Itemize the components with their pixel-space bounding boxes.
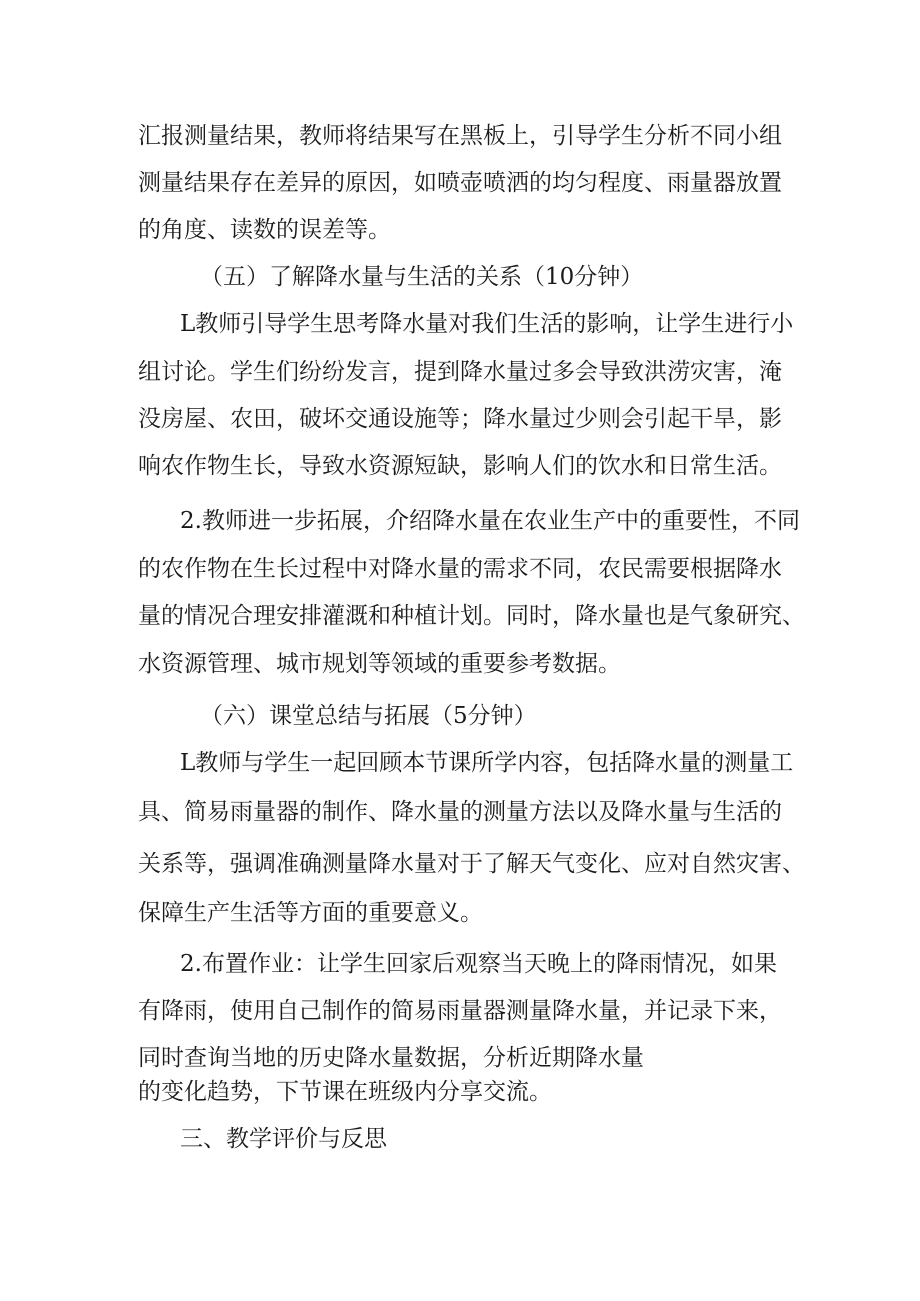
text-line: 2.布置作业：让学生回家后观察当天晚上的降雨情况，如果	[180, 951, 777, 977]
text-line: 组讨论。学生们纷纷发言，提到降水量过多会导致洪涝灾害，淹	[138, 359, 782, 385]
text-line: 2.教师进一步拓展，介绍降水量在农业生产中的重要性，不同	[180, 508, 800, 534]
text-line: 响农作物生长，导致水资源短缺，影响人们的饮水和日常生活。	[138, 453, 782, 479]
section-heading: （六）课堂总结与拓展（5分钟）	[200, 703, 537, 729]
text-line: 测量结果存在差异的原因，如喷壶喷洒的均匀程度、雨量器放置	[138, 170, 782, 196]
text-line: 汇报测量结果，教师将结果写在黑板上，引导学生分析不同小组	[138, 123, 782, 149]
text-line: L教师引导学生思考降水量对我们生活的影响，让学生进行小	[180, 311, 794, 337]
text-line: 具、简易雨量器的制作、降水量的测量方法以及降水量与生活的	[138, 799, 782, 825]
text-line: 关系等，强调准确测量降水量对于了解天气变化、应对自然灾害、	[138, 851, 805, 877]
text-line: 有降雨，使用自己制作的简易雨量器测量降水量，并记录下来，	[138, 998, 782, 1024]
text-line: 量的情况合理安排灌溉和种植计划。同时，降水量也是气象研究、	[138, 603, 805, 629]
text-line: 水资源管理、城市规划等领域的重要参考数据。	[138, 651, 621, 677]
text-line: 保障生产生活等方面的重要意义。	[138, 900, 483, 926]
text-line: 没房屋、农田，破坏交通设施等；降水量过少则会引起干旱，影	[138, 406, 782, 432]
text-line: 的农作物在生长过程中对降水量的需求不同，农民需要根据降水	[138, 556, 782, 582]
text-line: 同时查询当地的历史降水量数据，分析近期降水量	[138, 1045, 644, 1071]
section-heading: （五）了解降水量与生活的关系（10分钟）	[200, 264, 644, 290]
text-line: 的角度、读数的误差等。	[138, 217, 391, 243]
text-line: 的变化趋势，下节课在班级内分享交流。	[138, 1079, 552, 1105]
section-heading: 三、教学评价与反思	[180, 1126, 387, 1152]
text-line: L教师与学生一起回顾本节课所学内容，包括降水量的测量工	[180, 750, 794, 776]
